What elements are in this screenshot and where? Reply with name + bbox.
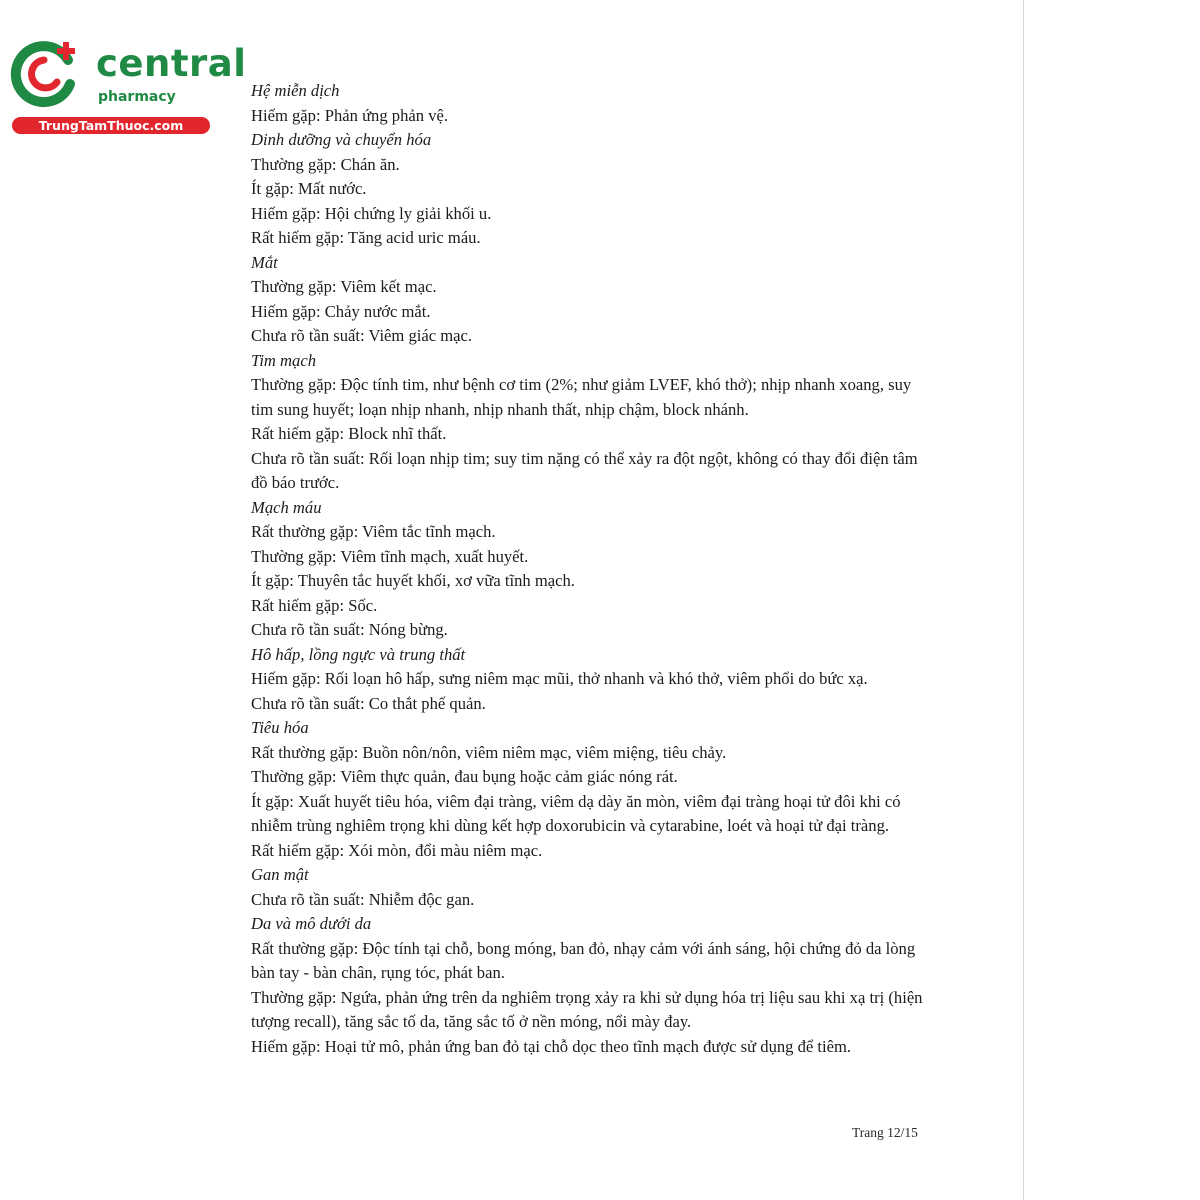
body-line: Hiếm gặp: Hoại tử mô, phản ứng ban đỏ tại chỗ dọc theo tĩnh mạch được sử dụng để tiêm. bbox=[251, 1036, 852, 1056]
page-number: Trang 12/15 bbox=[852, 1125, 918, 1140]
body-line: Ít gặp: Xuất huyết tiêu hóa, viêm đại tràng, viêm dạ dày ăn mòn, viêm đại tràng hoại tử đôi khi có nhiễm trùng nghiêm trọng khi dùng kết hợp doxorubicin và cytarabine, loét và hoại tử đại tràng. bbox=[251, 791, 901, 835]
body-line: Thường gặp: Viêm tĩnh mạch, xuất huyết. bbox=[251, 546, 529, 566]
body-line: Hiếm gặp: Rối loạn hô hấp, sưng niêm mạc mũi, thở nhanh và khó thở, viêm phổi do bức xạ. bbox=[251, 669, 868, 688]
body-line: Chưa rõ tần suất: Nóng bừng. bbox=[251, 620, 448, 639]
logo-brand-name: central bbox=[96, 42, 247, 85]
body-line: Thường gặp: Độc tính tim, như bệnh cơ tim (2%; như giảm LVEF, khó thở); nhịp nhanh xoang, suy tim sung huyết; loạn nhịp nhanh, nhịp nhanh thất, nhịp chậm, block nhánh. bbox=[251, 375, 912, 419]
document-body bbox=[251, 79, 931, 1059]
body-line: Hiếm gặp: Phản ứng phản vệ. bbox=[251, 105, 449, 125]
body-line: Rất hiếm gặp: Block nhĩ thất. bbox=[251, 424, 447, 443]
body-line: Rất hiếm gặp: Tăng acid uric máu. bbox=[251, 228, 481, 247]
body-line: Chưa rõ tần suất: Rối loạn nhịp tim; suy tim nặng có thể xảy ra đột ngột, không có thay đổi điện tâm đồ báo trước. bbox=[251, 448, 918, 492]
logo-brand-subtitle: pharmacy bbox=[98, 89, 176, 105]
section-heading: Mắt bbox=[251, 252, 278, 272]
body-line: Ít gặp: Mất nước. bbox=[251, 179, 367, 198]
body-line: Thường gặp: Viêm kết mạc. bbox=[251, 277, 437, 296]
section-heading: Hô hấp, lồng ngực và trung thất bbox=[251, 644, 466, 664]
body-line: Chưa rõ tần suất: Nhiễm độc gan. bbox=[251, 889, 475, 909]
body-line: Rất thường gặp: Độc tính tại chỗ, bong móng, ban đỏ, nhạy cảm với ánh sáng, hội chứng đỏ da lòng bàn tay - bàn chân, rụng tóc, phát ban. bbox=[251, 938, 916, 982]
body-line: Thường gặp: Chán ăn. bbox=[251, 154, 400, 174]
section-heading: Hệ miễn dịch bbox=[251, 81, 340, 100]
body-line: Hiếm gặp: Hội chứng ly giải khối u. bbox=[251, 203, 492, 223]
page-edge-line bbox=[1023, 0, 1024, 1200]
central-pharmacy-logo[interactable] bbox=[10, 38, 247, 138]
section-heading: Dinh dưỡng và chuyển hóa bbox=[251, 130, 432, 149]
body-line: Ít gặp: Thuyên tắc huyết khối, xơ vữa tĩnh mạch. bbox=[251, 571, 575, 590]
section-heading: Gan mật bbox=[251, 865, 309, 884]
body-line: Rất hiếm gặp: Xói mòn, đổi màu niêm mạc. bbox=[251, 840, 543, 860]
body-line: Thường gặp: Viêm thực quản, đau bụng hoặc cảm giác nóng rát. bbox=[251, 767, 678, 786]
section-heading: Tim mạch bbox=[251, 350, 316, 370]
section-heading: Mạch máu bbox=[251, 497, 322, 517]
body-line: Hiếm gặp: Chảy nước mắt. bbox=[251, 301, 431, 321]
logo-website-badge: TrungTamThuoc.com bbox=[12, 117, 210, 134]
section-heading: Tiêu hóa bbox=[251, 718, 309, 737]
body-line: Chưa rõ tần suất: Viêm giác mạc. bbox=[251, 326, 473, 345]
body-line: Rất thường gặp: Viêm tắc tĩnh mạch. bbox=[251, 522, 496, 541]
body-line: Rất thường gặp: Buồn nôn/nôn, viêm niêm mạc, viêm miệng, tiêu chảy. bbox=[251, 742, 727, 762]
section-heading: Da và mô dưới da bbox=[251, 914, 372, 933]
body-line: Thường gặp: Ngứa, phản ứng trên da nghiêm trọng xảy ra khi sử dụng hóa trị liệu sau khi xạ trị (hiện tượng recall), tăng sắc tố da, tăng sắc tố ở nền móng, nổi mày đay. bbox=[251, 987, 923, 1031]
pharmacy-cross-logo-icon bbox=[10, 38, 82, 110]
body-line: Rất hiếm gặp: Sốc. bbox=[251, 595, 378, 615]
body-line: Chưa rõ tần suất: Co thắt phế quản. bbox=[251, 693, 486, 713]
